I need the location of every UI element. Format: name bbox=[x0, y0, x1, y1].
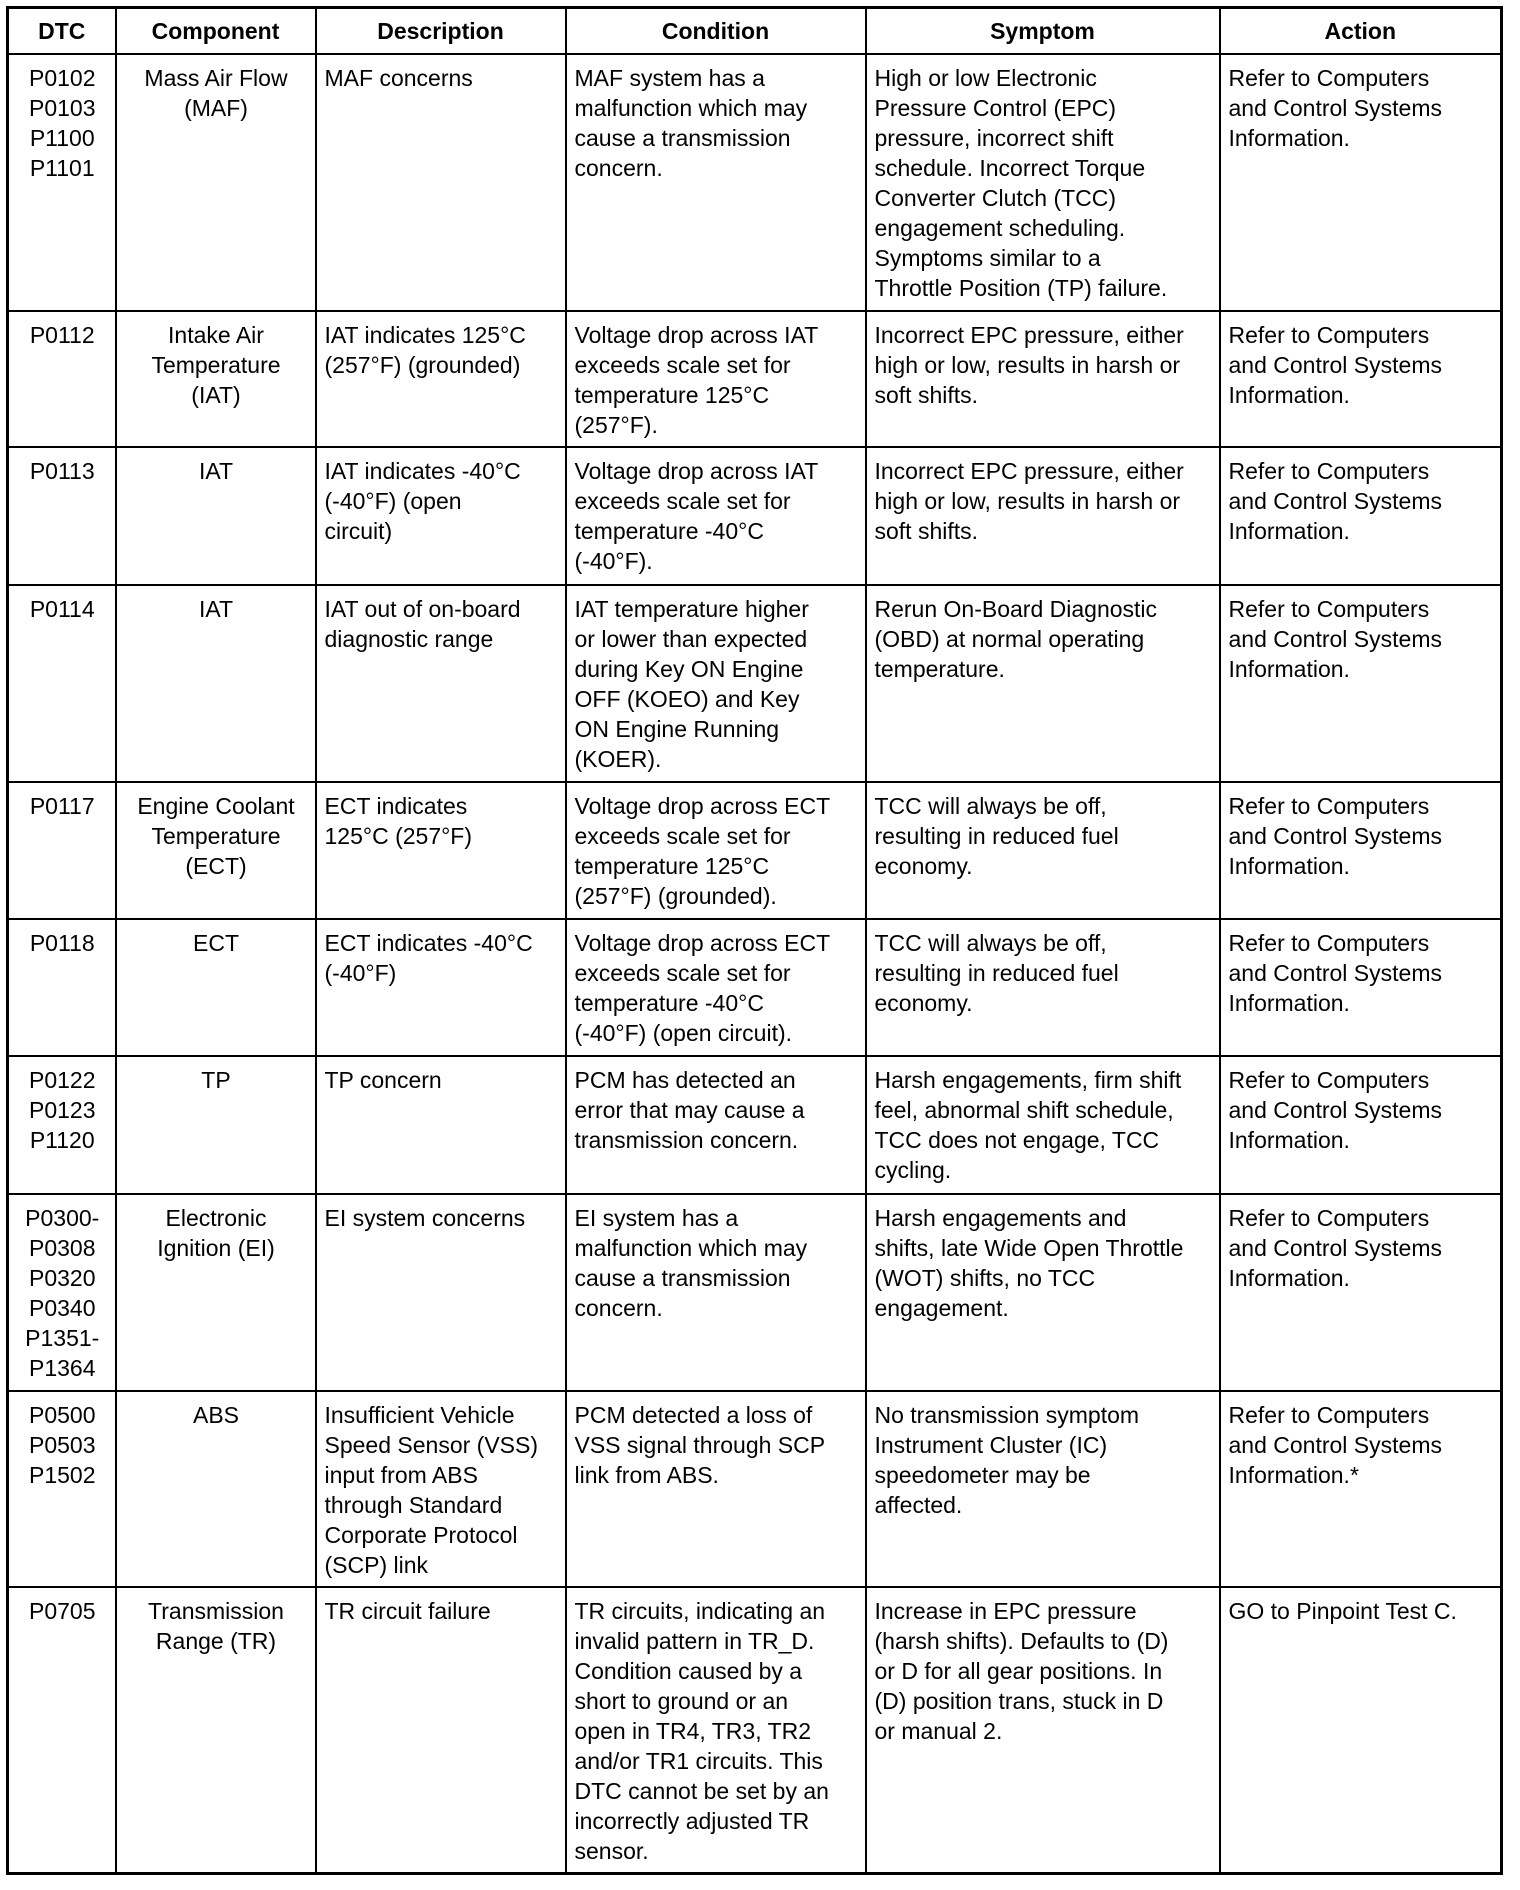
cell-dtc: P0112 bbox=[8, 311, 116, 447]
cell-condition: Voltage drop across ECT exceeds scale set for temperature -40°C (-40°F) (open circuit). bbox=[566, 919, 866, 1056]
cell-action: Refer to Computers and Control Systems Information. bbox=[1220, 447, 1502, 585]
cell-condition: EI system has a malfunction which may cause a transmission concern. bbox=[566, 1194, 866, 1391]
table-row bbox=[8, 585, 1502, 782]
cell-component: Transmission Range (TR) bbox=[116, 1587, 316, 1873]
header-row bbox=[8, 8, 1502, 55]
header-symptom: Symptom bbox=[866, 8, 1220, 55]
cell-symptom: Harsh engagements and shifts, late Wide Open Throttle (WOT) shifts, no TCC engagement. bbox=[866, 1194, 1220, 1391]
cell-dtc: P0300- P0308 P0320 P0340 P1351- P1364 bbox=[8, 1194, 116, 1391]
table-row bbox=[8, 1194, 1502, 1391]
cell-dtc: P0500 P0503 P1502 bbox=[8, 1391, 116, 1587]
cell-component: Intake Air Temperature (IAT) bbox=[116, 311, 316, 447]
cell-dtc: P0114 bbox=[8, 585, 116, 782]
table-row bbox=[8, 311, 1502, 447]
cell-action: Refer to Computers and Control Systems Information. bbox=[1220, 1194, 1502, 1391]
cell-action: Refer to Computers and Control Systems Information. bbox=[1220, 919, 1502, 1056]
cell-symptom: Rerun On-Board Diagnostic (OBD) at normal operating temperature. bbox=[866, 585, 1220, 782]
cell-component: IAT bbox=[116, 585, 316, 782]
cell-dtc: P0113 bbox=[8, 447, 116, 585]
cell-description: ECT indicates -40°C (-40°F) bbox=[316, 919, 566, 1056]
cell-action: Refer to Computers and Control Systems Information. bbox=[1220, 54, 1502, 311]
cell-component: IAT bbox=[116, 447, 316, 585]
cell-condition: Voltage drop across IAT exceeds scale set for temperature 125°C (257°F). bbox=[566, 311, 866, 447]
cell-symptom: Harsh engagements, firm shift feel, abnormal shift schedule, TCC does not engage, TCC cycling. bbox=[866, 1056, 1220, 1194]
cell-action: Refer to Computers and Control Systems Information. bbox=[1220, 1056, 1502, 1194]
cell-symptom: High or low Electronic Pressure Control (EPC) pressure, incorrect shift schedule. Incorrect Torque Converter Clutch (TCC) engagement scheduling. Symptoms similar to a Throttle Position (TP) failure. bbox=[866, 54, 1220, 311]
cell-description: TP concern bbox=[316, 1056, 566, 1194]
cell-description: IAT out of on-board diagnostic range bbox=[316, 585, 566, 782]
cell-description: IAT indicates 125°C (257°F) (grounded) bbox=[316, 311, 566, 447]
cell-dtc: P0705 bbox=[8, 1587, 116, 1873]
cell-dtc: P0102 P0103 P1100 P1101 bbox=[8, 54, 116, 311]
cell-symptom: TCC will always be off, resulting in reduced fuel economy. bbox=[866, 782, 1220, 919]
cell-description: MAF concerns bbox=[316, 54, 566, 311]
cell-action: Refer to Computers and Control Systems Information. bbox=[1220, 585, 1502, 782]
cell-symptom: TCC will always be off, resulting in reduced fuel economy. bbox=[866, 919, 1220, 1056]
cell-description: IAT indicates -40°C (-40°F) (open circuit) bbox=[316, 447, 566, 585]
header-component: Component bbox=[116, 8, 316, 55]
cell-component: Electronic Ignition (EI) bbox=[116, 1194, 316, 1391]
cell-dtc: P0118 bbox=[8, 919, 116, 1056]
cell-component: ECT bbox=[116, 919, 316, 1056]
cell-description: EI system concerns bbox=[316, 1194, 566, 1391]
cell-action: Refer to Computers and Control Systems Information.* bbox=[1220, 1391, 1502, 1587]
cell-description: TR circuit failure bbox=[316, 1587, 566, 1873]
cell-symptom: No transmission symptom Instrument Cluster (IC) speedometer may be affected. bbox=[866, 1391, 1220, 1587]
cell-component: ABS bbox=[116, 1391, 316, 1587]
table-row bbox=[8, 782, 1502, 919]
cell-dtc: P0117 bbox=[8, 782, 116, 919]
cell-symptom: Incorrect EPC pressure, either high or low, results in harsh or soft shifts. bbox=[866, 311, 1220, 447]
cell-dtc: P0122 P0123 P1120 bbox=[8, 1056, 116, 1194]
cell-condition: Voltage drop across ECT exceeds scale set for temperature 125°C (257°F) (grounded). bbox=[566, 782, 866, 919]
cell-component: Mass Air Flow (MAF) bbox=[116, 54, 316, 311]
table-row bbox=[8, 1391, 1502, 1587]
header-condition: Condition bbox=[566, 8, 866, 55]
cell-symptom: Increase in EPC pressure (harsh shifts). Defaults to (D) or D for all gear positions. In (D) position trans, stuck in D or manual 2. bbox=[866, 1587, 1220, 1873]
cell-condition: PCM detected a loss of VSS signal through SCP link from ABS. bbox=[566, 1391, 866, 1587]
cell-component: Engine Coolant Temperature (ECT) bbox=[116, 782, 316, 919]
table-row bbox=[8, 919, 1502, 1056]
cell-symptom: Incorrect EPC pressure, either high or low, results in harsh or soft shifts. bbox=[866, 447, 1220, 585]
header-dtc: DTC bbox=[8, 8, 116, 55]
table-row bbox=[8, 54, 1502, 311]
cell-condition: Voltage drop across IAT exceeds scale set for temperature -40°C (-40°F). bbox=[566, 447, 866, 585]
table-row bbox=[8, 447, 1502, 585]
cell-condition: IAT temperature higher or lower than expected during Key ON Engine OFF (KOEO) and Key ON Engine Running (KOER). bbox=[566, 585, 866, 782]
header-action: Action bbox=[1220, 8, 1502, 55]
cell-condition: MAF system has a malfunction which may cause a transmission concern. bbox=[566, 54, 866, 311]
cell-description: Insufficient Vehicle Speed Sensor (VSS) input from ABS through Standard Corporate Protocol (SCP) link bbox=[316, 1391, 566, 1587]
cell-condition: TR circuits, indicating an invalid pattern in TR_D. Condition caused by a short to ground or an open in TR4, TR3, TR2 and/or TR1 circuits. This DTC cannot be set by an incorrectly adjusted TR sensor. bbox=[566, 1587, 866, 1873]
cell-description: ECT indicates 125°C (257°F) bbox=[316, 782, 566, 919]
cell-component: TP bbox=[116, 1056, 316, 1194]
table-row bbox=[8, 1587, 1502, 1873]
dtc-table bbox=[6, 6, 1503, 1875]
cell-action: Refer to Computers and Control Systems Information. bbox=[1220, 311, 1502, 447]
header-description: Description bbox=[316, 8, 566, 55]
cell-condition: PCM has detected an error that may cause a transmission concern. bbox=[566, 1056, 866, 1194]
cell-action: GO to Pinpoint Test C. bbox=[1220, 1587, 1502, 1873]
cell-action: Refer to Computers and Control Systems Information. bbox=[1220, 782, 1502, 919]
table-row bbox=[8, 1056, 1502, 1194]
